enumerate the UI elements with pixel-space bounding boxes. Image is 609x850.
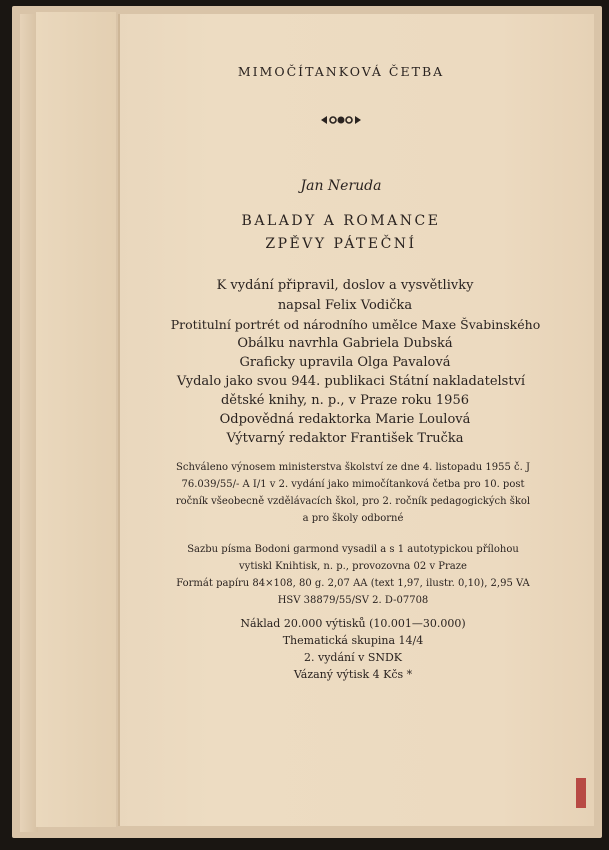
- printing-line: Sazbu písma Bodoni garmond vysadil a s 1 autotypickou přílohou: [187, 544, 519, 555]
- approval-line: 76.039/55/- A I/1 v 2. vydání jako mimočítanková četba pro 10. post: [181, 479, 525, 490]
- credit-line: Protitulní portrét od národního umělce Maxe Švabinského: [170, 317, 541, 332]
- ornament-icon: [96, 112, 586, 128]
- approval-line: a pro školy odborné: [302, 513, 404, 524]
- series-title: MIMOČÍTANKOVÁ ČETBA: [237, 64, 445, 79]
- printing-line: Formát papíru 84×108, 80 g. 2,07 AA (text 1,97, ilustr. 0,10), 2,95 VA: [176, 578, 530, 589]
- credit-line: dětské knihy, n. p., v Praze roku 1956: [220, 393, 469, 408]
- edition-line: 2. vydání v SNDK: [303, 651, 403, 664]
- edition-line: Náklad 20.000 výtisků (10.001—30.000): [240, 617, 466, 630]
- credit-line: K vydání připravil, doslov a vysvětlivky: [216, 278, 474, 293]
- credit-line: Výtvarný redaktor František Tručka: [226, 431, 464, 446]
- credit-line: Vydalo jako svou 944. publikaci Státní nakladatelství: [176, 374, 526, 389]
- edition-line: Vázaný výtisk 4 Kčs *: [293, 668, 413, 681]
- author-name: Jan Neruda: [300, 178, 382, 194]
- printing-line: vytiskl Knihtisk, n. p., provozovna 02 v Praze: [239, 561, 467, 572]
- credit-line: Odpovědná redaktorka Marie Loulová: [219, 412, 471, 427]
- book-title-line-2: ZPĚVY PÁTEČNÍ: [265, 236, 417, 252]
- printing-line: HSV 38879/55/SV 2. D-07708: [277, 595, 429, 606]
- book-title-line-1: BALADY A ROMANCE: [241, 213, 441, 229]
- credit-line: Obálku navrhla Gabriela Dubská: [237, 336, 453, 351]
- credit-line: Graficky upravila Olga Pavalová: [239, 355, 451, 370]
- approval-line: Schváleno výnosem ministerstva školství ze dne 4. listopadu 1955 č. J: [176, 462, 530, 473]
- approval-line: ročník všeobecně vzdělávacích škol, pro 2. ročník pedagogických škol: [175, 496, 531, 507]
- edition-line: Thematická skupina 14/4: [282, 634, 424, 647]
- credit-line: napsal Felix Vodička: [277, 298, 413, 313]
